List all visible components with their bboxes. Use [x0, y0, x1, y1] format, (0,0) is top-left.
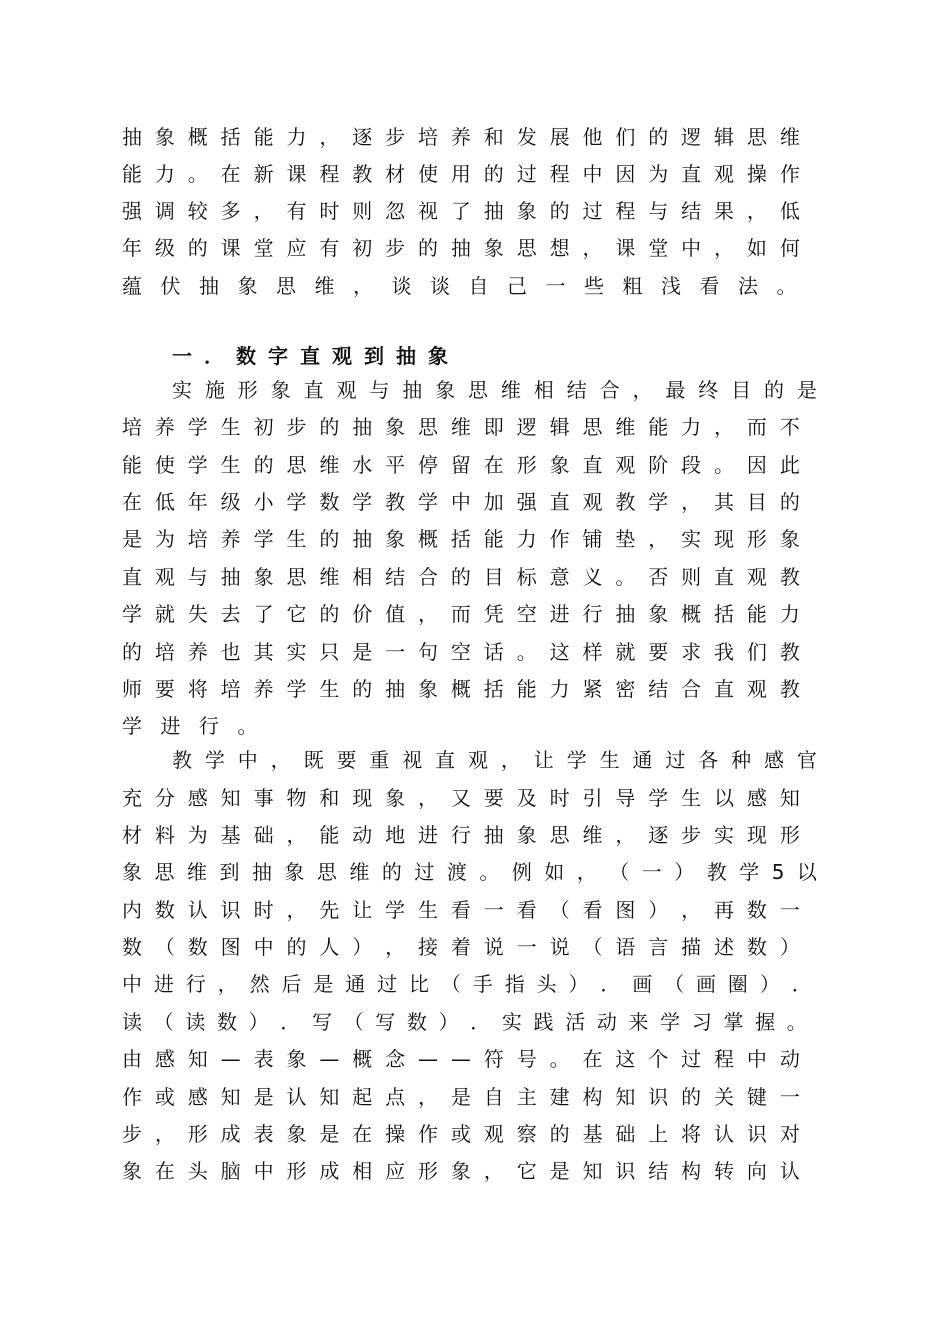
paragraph-line: 材 料 为 基 础 ， 能 动 地 进 行 抽 象 思 维 ， 逐 步 实 现 形 [122, 823, 800, 847]
paragraph-line: 中 进 行 ， 然 后 是 通 过 比 （ 手 指 头 ） ． 画 （ 画 圈 ） ． [122, 972, 812, 996]
paragraph-line: 是 为 培 养 学 生 的 抽 象 概 括 能 力 作 铺 垫 ， 实 现 形 象 [122, 527, 800, 551]
intro-line: 强 调 较 多 ， 有 时 则 忽 视 了 抽 象 的 过 程 与 结 果 ， 低 [122, 199, 800, 223]
paragraph-line: 数 （ 数 图 中 的 人 ） ， 接 着 说 一 说 （ 语 言 描 述 数 ） [122, 935, 800, 959]
paragraph-line: 师 要 将 培 养 学 生 的 抽 象 概 括 能 力 紧 密 结 合 直 观 教 [122, 677, 800, 701]
intro-line: 蕴伏抽象思维，谈谈自己一些粗浅看法。 [122, 274, 815, 298]
paragraph-line: 学进行。 [122, 714, 276, 738]
section-heading: 一．数字直观到抽象 [172, 344, 460, 368]
paragraph-line: 步 ， 形 成 表 象 是 在 操 作 或 观 察 的 基 础 上 将 认 识 对 [122, 1122, 800, 1146]
paragraph-line: 能 使 学 生 的 思 维 水 平 停 留 在 形 象 直 观 阶 段 。 因 此 [122, 453, 800, 477]
paragraph-line: 的 培 养 也 其 实 只 是 一 句 空 话 。 这 样 就 要 求 我 们 教 [122, 640, 800, 664]
paragraph-line: 内 数 认 识 时 ， 先 让 学 生 看 一 看 （ 看 图 ） ， 再 数 一 [122, 898, 800, 922]
paragraph-line: 由 感 知 — 表 象 — 概 念 — — 符 号 。 在 这 个 过 程 中 动 [122, 1047, 800, 1071]
intro-line: 能 力 。 在 新 课 程 教 材 使 用 的 过 程 中 因 为 直 观 操 作 [122, 162, 800, 186]
paragraph-line: 作 或 感 知 是 认 知 起 点 ， 是 自 主 建 构 知 识 的 关 键 一 [122, 1085, 800, 1109]
intro-line: 年 级 的 课 堂 应 有 初 步 的 抽 象 思 想 ， 课 堂 中 ， 如 何 [122, 236, 800, 260]
paragraph-line: 象 在 头 脑 中 形 成 相 应 形 象 ， 它 是 知 识 结 构 转 向 认 [122, 1159, 800, 1183]
paragraph-line: 培 养 学 生 初 步 的 抽 象 思 维 即 逻 辑 思 维 能 力 ， 而 不 [122, 415, 800, 439]
paragraph-line: 学 就 失 去 了 它 的 价 值 ， 而 凭 空 进 行 抽 象 概 括 能 力 [122, 602, 800, 626]
intro-line: 抽 象 概 括 能 力 ， 逐 步 培 养 和 发 展 他 们 的 逻 辑 思 维 [122, 125, 800, 149]
paragraph-line: 读 （ 读 数 ） ． 写 （ 写 数 ） ． 实 践 活 动 来 学 习 掌 握 。 [122, 1010, 807, 1034]
paragraph-line: 在 低 年 级 小 学 数 学 教 学 中 加 强 直 观 教 学 ， 其 目 的 [122, 490, 800, 514]
paragraph-line: 象 思 维 到 抽 象 思 维 的 过 渡 。 例 如 ， （ 一 ） 教 学 5 以 [122, 860, 817, 884]
paragraph-line: 教 学 中 ， 既 要 重 视 直 观 ， 让 学 生 通 过 各 种 感 官 [172, 748, 817, 772]
paragraph-line: 充 分 感 知 事 物 和 现 象 ， 又 要 及 时 引 导 学 生 以 感 知 [122, 786, 800, 810]
paragraph-line: 直 观 与 抽 象 思 维 相 结 合 的 目 标 意 义 。 否 则 直 观 教 [122, 565, 800, 589]
paragraph-line: 实 施 形 象 直 观 与 抽 象 思 维 相 结 合 ， 最 终 目 的 是 [172, 378, 817, 402]
